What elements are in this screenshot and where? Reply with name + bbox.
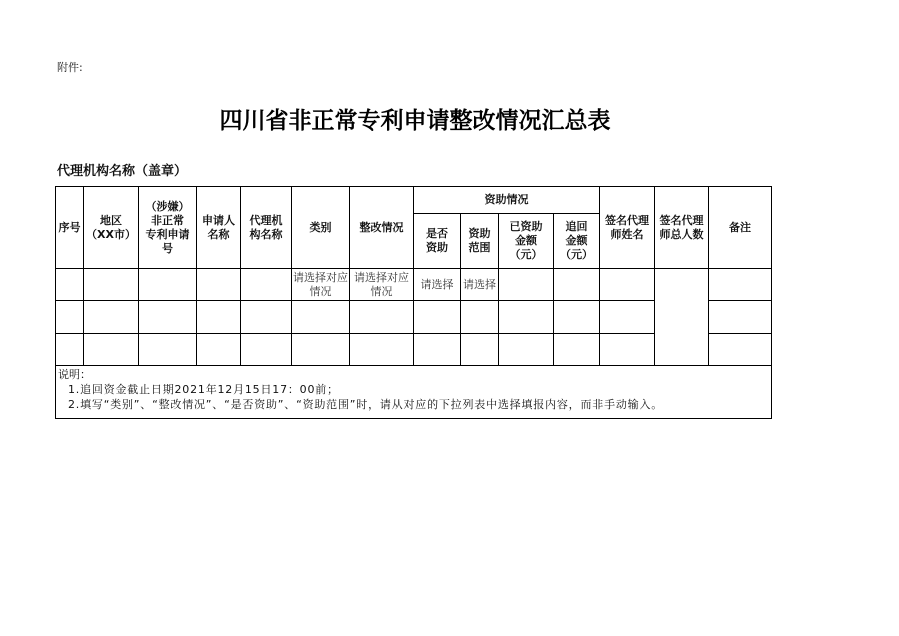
table-cell bbox=[414, 334, 461, 366]
rectification-cell: 请选择对应情况 bbox=[350, 269, 414, 301]
table-cell bbox=[709, 269, 772, 301]
header-serial: 序号 bbox=[56, 187, 84, 269]
header-recovered-amount: 追回 金额 （元） bbox=[554, 214, 600, 269]
header-funded: 是否 资助 bbox=[414, 214, 461, 269]
header-agent-count: 签名代理 师总人数 bbox=[655, 187, 709, 269]
table-cell bbox=[600, 301, 655, 334]
attachment-label: 附件: bbox=[57, 61, 83, 74]
header-applicant: 申请人 名称 bbox=[197, 187, 241, 269]
table-cell bbox=[554, 301, 600, 334]
table-cell bbox=[139, 269, 197, 301]
table-cell bbox=[461, 334, 499, 366]
header-row-top bbox=[56, 187, 772, 214]
table-cell bbox=[499, 301, 554, 334]
header-funding-scope: 资助 范围 bbox=[461, 214, 499, 269]
document-title: 四川省非正常专利申请整改情况汇总表 bbox=[219, 108, 611, 134]
note-item: 2.填写“类别”、“整改情况”、“是否资助”、“资助范围”时，请从对应的下拉列表中选择填报内容，而非手动输入。 bbox=[68, 398, 664, 411]
table-cell bbox=[56, 301, 84, 334]
table-cell bbox=[139, 334, 197, 366]
note-item: 1.追回资金截止日期2021年12月15日17：00前； bbox=[68, 383, 339, 396]
header-application-no: （涉嫌） 非正常 专利申请 号 bbox=[139, 187, 197, 269]
header-funding-group: 资助情况 bbox=[414, 187, 600, 214]
header-category: 类别 bbox=[292, 187, 350, 269]
header-agency: 代理机 构名称 bbox=[241, 187, 292, 269]
table-cell bbox=[350, 301, 414, 334]
funding-scope-cell: 请选择 bbox=[461, 269, 499, 301]
table-cell bbox=[241, 301, 292, 334]
table-cell bbox=[56, 269, 84, 301]
table-cell bbox=[414, 301, 461, 334]
table-cell bbox=[84, 334, 139, 366]
agency-name-label: 代理机构名称（盖章） bbox=[57, 164, 188, 179]
table-cell bbox=[84, 269, 139, 301]
header-agent-names: 签名代理 师姓名 bbox=[600, 187, 655, 269]
header-remarks: 备注 bbox=[709, 187, 772, 269]
table-cell bbox=[84, 301, 139, 334]
table-cell bbox=[197, 301, 241, 334]
table-cell bbox=[554, 269, 600, 301]
header-region: 地区 （XX市） bbox=[84, 187, 139, 269]
table-cell bbox=[139, 301, 197, 334]
table-cell bbox=[600, 334, 655, 366]
funded-cell: 请选择 bbox=[414, 269, 461, 301]
header-rectification: 整改情况 bbox=[350, 187, 414, 269]
table-cell bbox=[350, 334, 414, 366]
table-row bbox=[56, 269, 772, 301]
table-cell bbox=[709, 334, 772, 366]
notes-cell bbox=[56, 366, 772, 419]
table-cell bbox=[461, 301, 499, 334]
table-cell bbox=[241, 269, 292, 301]
table-cell bbox=[241, 334, 292, 366]
table-cell bbox=[292, 334, 350, 366]
notes-heading: 说明： bbox=[58, 368, 91, 381]
table-cell bbox=[56, 334, 84, 366]
agent-count-merged-cell bbox=[655, 269, 709, 366]
table-cell bbox=[600, 269, 655, 301]
table-cell bbox=[197, 269, 241, 301]
header-funded-amount: 已资助 金额 （元） bbox=[499, 214, 554, 269]
table-cell bbox=[197, 334, 241, 366]
notes-row bbox=[56, 366, 772, 419]
table-cell bbox=[499, 269, 554, 301]
table-cell bbox=[499, 334, 554, 366]
category-cell: 请选择对应情况 bbox=[292, 269, 350, 301]
table-cell bbox=[554, 334, 600, 366]
table-cell bbox=[709, 301, 772, 334]
table-cell bbox=[292, 301, 350, 334]
summary-table bbox=[55, 186, 772, 419]
